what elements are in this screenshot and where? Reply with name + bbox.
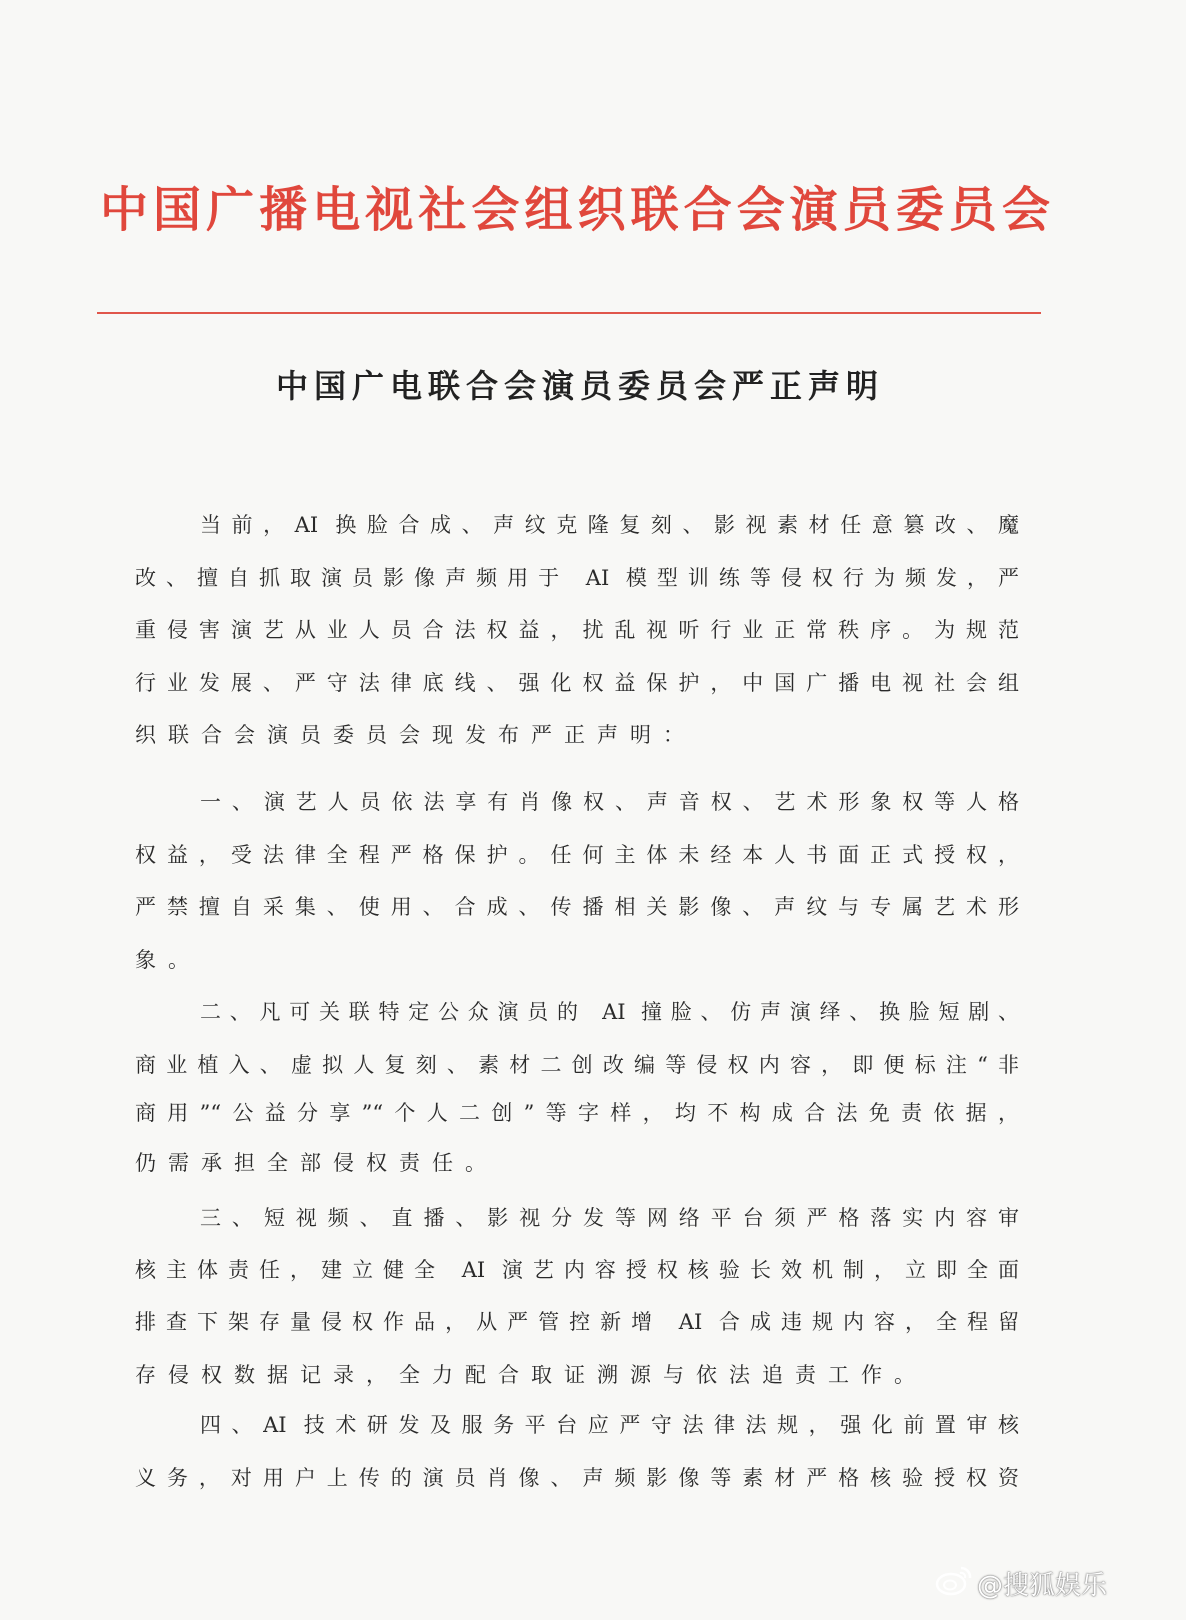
paragraph-line: 当前，AI 换脸合成、声纹克隆复刻、影视素材任意篡改、魔 — [200, 513, 1019, 537]
paragraph-line: 存侵权数据记录，全力配合取证溯源与依法追责工作。 — [135, 1363, 927, 1387]
paragraph-line: 严禁擅自采集、使用、合成、传播相关影像、声纹与专属艺术形 — [135, 895, 1019, 919]
paragraph-line: 三、短视频、直播、影视分发等网络平台须严格落实内容审 — [200, 1206, 1019, 1230]
paragraph-line: 权益，受法律全程严格保护。任何主体未经本人书面正式授权， — [135, 843, 1019, 867]
paragraph-line: 四、AI 技术研发及服务平台应严守法律法规，强化前置审核 — [200, 1413, 1019, 1437]
document-title: 中国广电联合会演员委员会严正声明 — [276, 367, 878, 405]
weibo-icon — [935, 1563, 973, 1604]
paragraph-line: 一、演艺人员依法享有肖像权、声音权、艺术形象权等人格 — [200, 790, 1019, 814]
paragraph-line: 二、凡可关联特定公众演员的 AI 撞脸、仿声演绎、换脸短剧、 — [200, 1000, 1019, 1024]
watermark-text: @搜狐娱乐 — [977, 1571, 1108, 1601]
paragraph-line: 商业植入、虚拟人复刻、素材二创改编等侵权内容，即便标注“非 — [135, 1053, 1019, 1077]
watermark — [935, 1563, 1107, 1604]
paragraph-line: 仍需承担全部侵权责任。 — [135, 1151, 498, 1175]
letterhead-divider — [97, 312, 1041, 314]
paragraph-line: 象。 — [135, 948, 201, 972]
paragraph-line: 改、擅自抓取演员影像声频用于 AI 模型训练等侵权行为频发，严 — [135, 566, 1019, 590]
paragraph-line: 行业发展、严守法律底线、强化权益保护，中国广播电视社会组 — [135, 671, 1019, 695]
paragraph-line: 排查下架存量侵权作品，从严管控新增 AI 合成违规内容，全程留 — [135, 1310, 1019, 1334]
paragraph-line: 商用”“公益分享”“个人二创”等字样，均不构成合法免责依据， — [135, 1101, 1019, 1125]
paragraph-line: 织联合会演员委员会现发布严正声明： — [135, 723, 696, 747]
paragraph-line: 重侵害演艺从业人员合法权益，扰乱视听行业正常秩序。为规范 — [135, 618, 1019, 642]
paragraph-line: 义务，对用户上传的演员肖像、声频影像等素材严格核验授权资 — [135, 1466, 1019, 1490]
paragraph-line: 核主体责任，建立健全 AI 演艺内容授权核验长效机制，立即全面 — [135, 1258, 1019, 1282]
letterhead-organization: 中国广播电视社会组织联合会演员委员会 — [100, 182, 1050, 238]
